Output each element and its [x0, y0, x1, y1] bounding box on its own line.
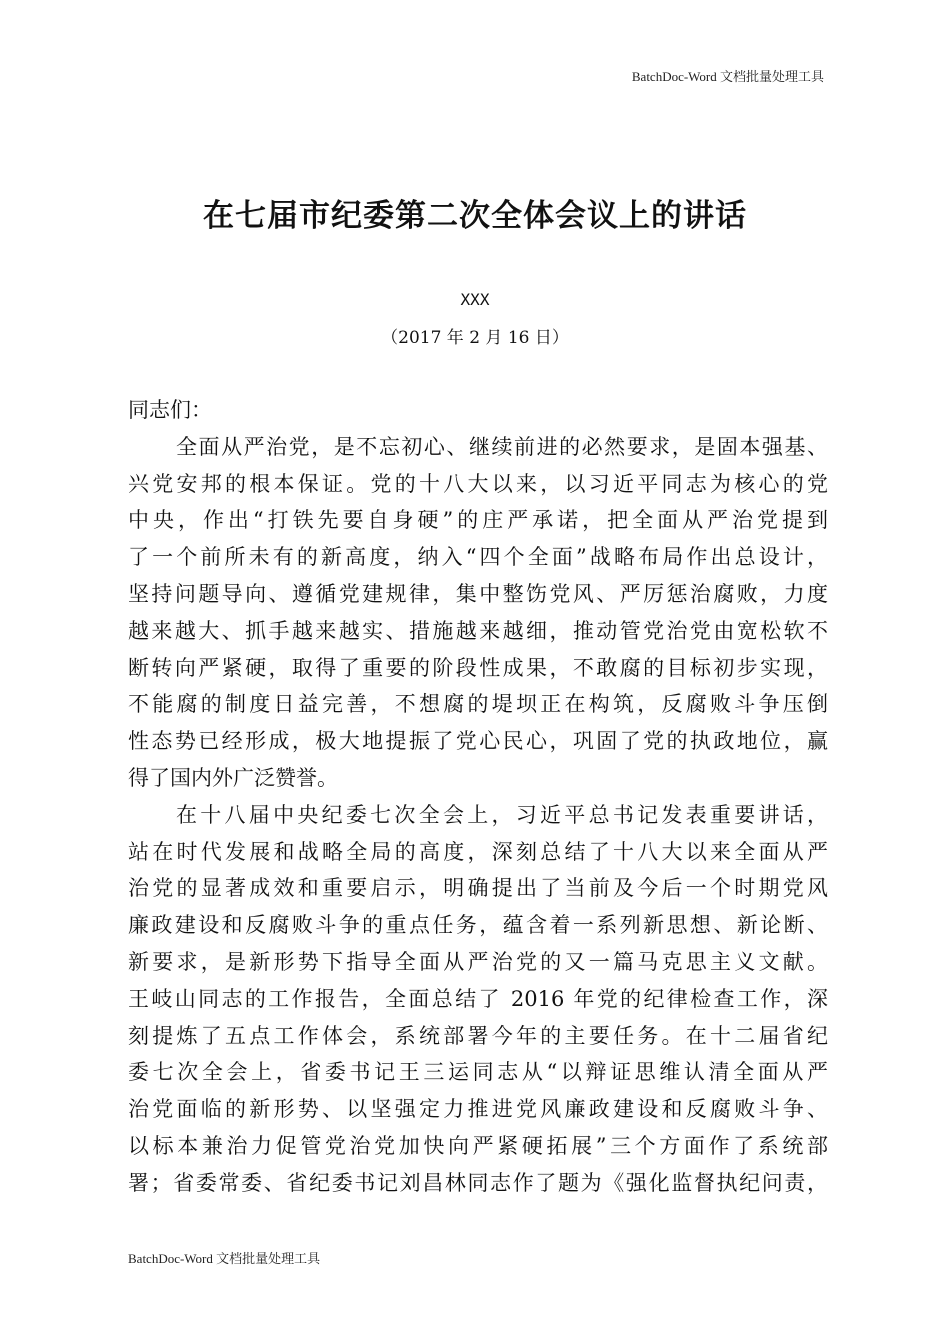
- paragraph-line: 不能腐的制度日益完善，不想腐的堤坝正在构筑，反腐败斗争压倒: [128, 692, 828, 717]
- paragraph-2: [128, 797, 828, 1202]
- paragraph-line: 新要求，是新形势下指导全面从严治党的又一篇马克思主义文献。: [128, 949, 828, 974]
- paragraph-line: 站在时代发展和战略全局的高度，深刻总结了十八大以来全面从严: [128, 839, 828, 864]
- paragraph-line: 刻提炼了五点工作体会，系统部署今年的主要任务。在十二届省纪: [128, 1023, 828, 1048]
- document-body: [128, 392, 828, 1202]
- paragraph-line: 廉政建设和反腐败斗争的重点任务，蕴含着一系列新思想、新论断、: [128, 913, 828, 938]
- paragraph-line: 坚持问题导向、遵循党建规律，集中整饬党风、严厉惩治腐败，力度: [128, 581, 828, 606]
- paragraph-line: 了一个前所未有的新高度，纳入“四个全面”战略布局作出总设计，: [128, 545, 828, 570]
- paragraph-line: 委七次全会上，省委书记王三运同志从“以辩证思维认清全面从严: [128, 1060, 828, 1085]
- paragraph-line: 以标本兼治力促管党治党加快向严紧硬拓展”三个方面作了系统部: [128, 1133, 828, 1158]
- paragraph-line: 署；省委常委、省纪委书记刘昌林同志作了题为《强化监督执纪问责，: [128, 1170, 828, 1195]
- paragraph-line: 治党的显著成效和重要启示，明确提出了当前及今后一个时期党风: [128, 876, 828, 901]
- greeting: 同志们：: [128, 398, 212, 422]
- header-tool-label: BatchDoc-Word 文档批量处理工具: [631, 69, 824, 84]
- document-author: XXX: [460, 290, 490, 309]
- document-date: （2017 年 2 月 16 日）: [381, 328, 569, 348]
- paragraph-line: 得了国内外广泛赞誉。: [128, 765, 338, 790]
- paragraph-line: 全面从严治党，是不忘初心、继续前进的必然要求，是固本强基、: [176, 434, 828, 459]
- paragraph-line: 越来越大、抓手越来越实、措施越来越细，推动管党治党由宽松软不: [128, 618, 828, 643]
- document-title: 在七届市纪委第二次全体会议上的讲话: [203, 198, 747, 234]
- paragraph-1: [128, 429, 828, 797]
- paragraph-line: 中央，作出“打铁先要自身硬”的庄严承诺，把全面从严治党提到: [128, 508, 828, 533]
- paragraph-line: 性态势已经形成，极大地提振了党心民心，巩固了党的执政地位，赢: [128, 729, 828, 754]
- paragraph-line: 兴党安邦的根本保证。党的十八大以来，以习近平同志为核心的党: [128, 471, 828, 496]
- paragraph-line: 王岐山同志的工作报告，全面总结了 2016 年党的纪律检查工作，深: [128, 986, 828, 1011]
- footer-tool-label: BatchDoc-Word 文档批量处理工具: [128, 1251, 321, 1266]
- paragraph-line: 断转向严紧硬，取得了重要的阶段性成果，不敢腐的目标初步实现，: [128, 655, 828, 680]
- paragraph-line: 治党面临的新形势、以坚强定力推进党风廉政建设和反腐败斗争、: [128, 1097, 828, 1122]
- paragraph-line: 在十八届中央纪委七次全会上，习近平总书记发表重要讲话，: [176, 802, 828, 827]
